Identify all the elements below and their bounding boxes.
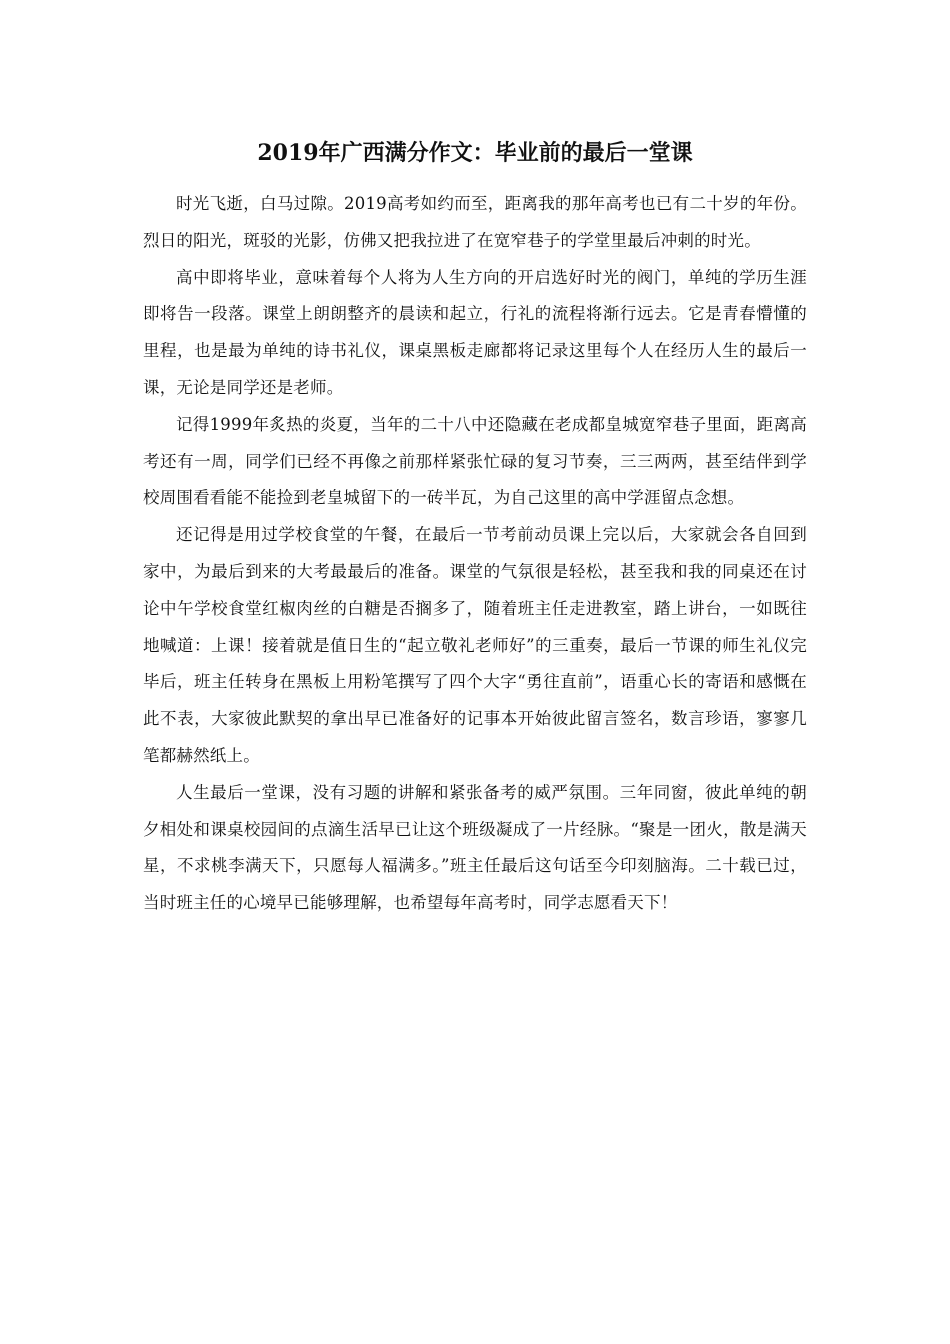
essay-body — [143, 136, 807, 922]
paragraph-3: 记得1999年炙热的炎夏，当年的二十八中还隐藏在老成都皇城宽窄巷子里面，距离高考还有一周，同学们已经不再像之前那样紧张忙碌的复习节奏，三三两两，甚至结伴到学校周围看看能不能捡到老皇城留下的一砖半瓦，为自己这里的高中学涯留点念想。 — [143, 414, 807, 508]
paragraph-4: 还记得是用过学校食堂的午餐，在最后一节考前动员课上完以后，大家就会各自回到家中，为最后到来的大考最最后的准备。课堂的气氛很是轻松，甚至我和我的同桌还在讨论中午学校食堂红椒肉丝的白糖是否搁多了，随着班主任走进教室，踏上讲台，一如既往地喊道：上课！接着就是值日生的“起立敬礼老师好”的三重奏，最后一节课的师生礼仪完毕后，班主任转身在黑板上用粉笔撰写了四个大字“勇往直前”，语重心长的寄语和感慨在此不表，大家彼此默契的拿出早已准备好的记事本开始彼此留言签名，数言珍语，寥寥几笔都赫然纸上。 — [143, 525, 807, 765]
paragraph-5: 人生最后一堂课，没有习题的讲解和紧张备考的威严氛围。三年同窗，彼此单纯的朝夕相处和课桌校园间的点滴生活早已让这个班级凝成了一片经脉。“聚是一团火，散是满天星，不求桃李满天下，只愿每人福满多。”班主任最后这句话至今印刻脑海。二十载已过，当时班主任的心境早已能够理解，也希望每年高考时，同学志愿看天下！ — [143, 782, 807, 913]
paragraph-1: 时光飞逝，白马过隙。2019高考如约而至，距离我的那年高考也已有二十岁的年份。烈日的阳光，斑驳的光影，仿佛又把我拉进了在宽窄巷子的学堂里最后冲刺的时光。 — [143, 194, 807, 250]
essay-title: 2019年广西满分作文：毕业前的最后一堂课 — [257, 140, 693, 166]
paragraph-2: 高中即将毕业，意味着每个人将为人生方向的开启选好时光的阀门，单纯的学历生涯即将告一段落。课堂上朗朗整齐的晨读和起立，行礼的流程将渐行远去。它是青春懵懂的里程，也是最为单纯的诗书礼仪，课桌黑板走廊都将记录这里每个人在经历人生的最后一课，无论是同学还是老师。 — [143, 267, 807, 397]
